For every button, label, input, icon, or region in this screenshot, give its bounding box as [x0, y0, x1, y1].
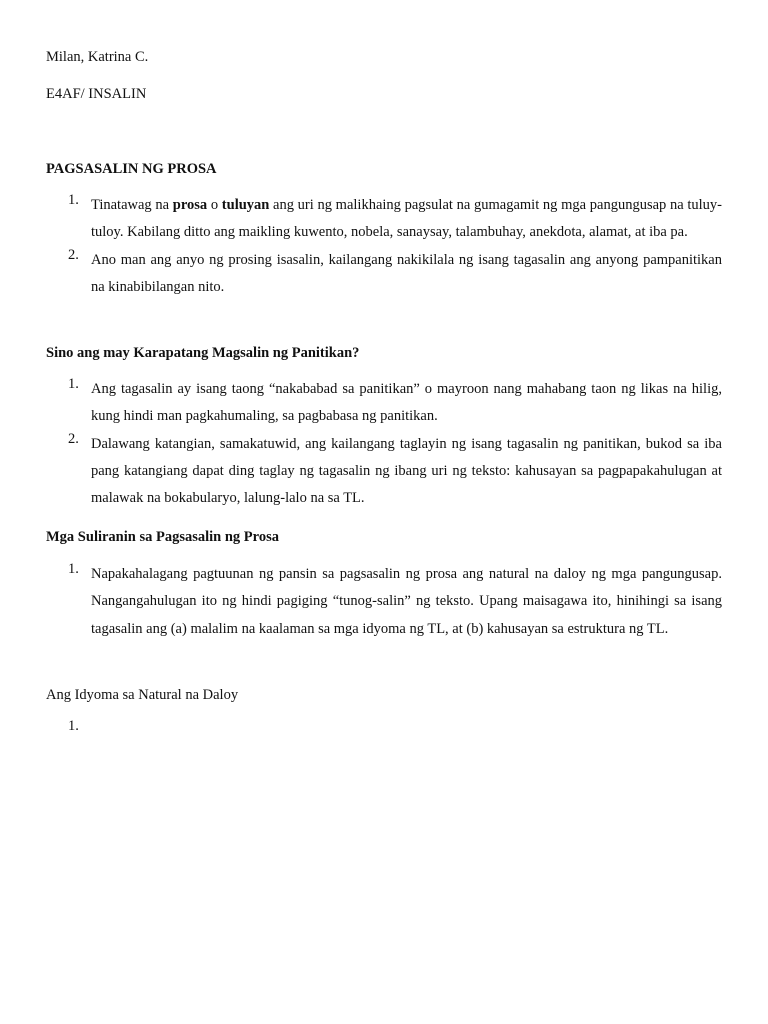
list-number: 2. [68, 246, 79, 263]
list-item [46, 431, 722, 513]
list-item [46, 192, 722, 247]
section-list-suliranin [46, 561, 722, 643]
list-item [46, 561, 722, 643]
list-number: 2. [68, 430, 79, 447]
list-number: 1. [68, 192, 79, 208]
list-number: 1. [68, 718, 79, 734]
list-item-text: Dalawang katangian, samakatuwid, ang kailangang taglayin ng isang tagasalin ng panitikan, bukod sa iba pang katangiang dapat ding taglay ng tagasalin ng ibang uri ng teksto: kahusayan sa pagpapakahulugan at malawak na bokabularyo, lalung-lalo na sa TL. [91, 435, 722, 507]
section-heading-pagsasalin: PAGSASALIN NG PROSA [46, 161, 217, 177]
list-item-text: Ang tagasalin ay isang taong “nakababad sa panitikan” o mayroon nang mahabang taon ng likas na hilig, kung hindi man pagkahumaling, sa pagbabasa ng panitikan. [91, 381, 722, 425]
section-heading-karapatan: Sino ang may Karapatang Magsalin ng Panitikan? [46, 345, 360, 361]
list-number: 1. [68, 561, 79, 577]
bold-term-prosa: prosa [172, 197, 208, 213]
list-item-text [91, 192, 722, 247]
list-item [46, 247, 722, 302]
list-item [46, 376, 722, 431]
text-run: Tinatawag na [91, 197, 173, 213]
section-list-pagsasalin [46, 192, 722, 301]
author-name: Milan, Katrina C. [46, 49, 149, 65]
section-heading-suliranin: Mga Suliranin sa Pagsasalin ng Prosa [46, 529, 279, 545]
list-item-text: Napakahalagang pagtuunan ng pansin sa pagsasalin ng prosa ang natural na daloy ng mga pangungusap. Nangangahulugan ito ng hindi pagiging “tunog-salin” ng teksto. Upang maisagawa ito, hinihingi sa isang tagasalin ang (a) malalim na kaalaman sa mga idyoma ng TL, at (b) kahusayan sa estruktura ng TL. [91, 566, 722, 637]
section-heading-idyoma: Ang Idyoma sa Natural na Daloy [46, 687, 239, 703]
list-item-text: Ano man ang anyo ng prosing isasalin, kailangang nakikilala ng isang tagasalin ang anyong pampanitikan na kinabibilangan nito. [91, 251, 722, 295]
text-run: ang uri ng malikhaing pagsulat na gumagamit ng mga pangungusap na tuluy-tuloy. Kabilang ditto ang maikling kuwento, nobela, sanaysay, talambuhay, anekdota, alamat, at iba pa. [91, 197, 723, 241]
section-list-karapatan [46, 376, 722, 512]
course-code: E4AF/ INSALIN [46, 86, 147, 102]
text-run: o [207, 197, 222, 213]
bold-term-tuluyan: tuluyan [221, 197, 270, 213]
list-number: 1. [68, 376, 79, 392]
